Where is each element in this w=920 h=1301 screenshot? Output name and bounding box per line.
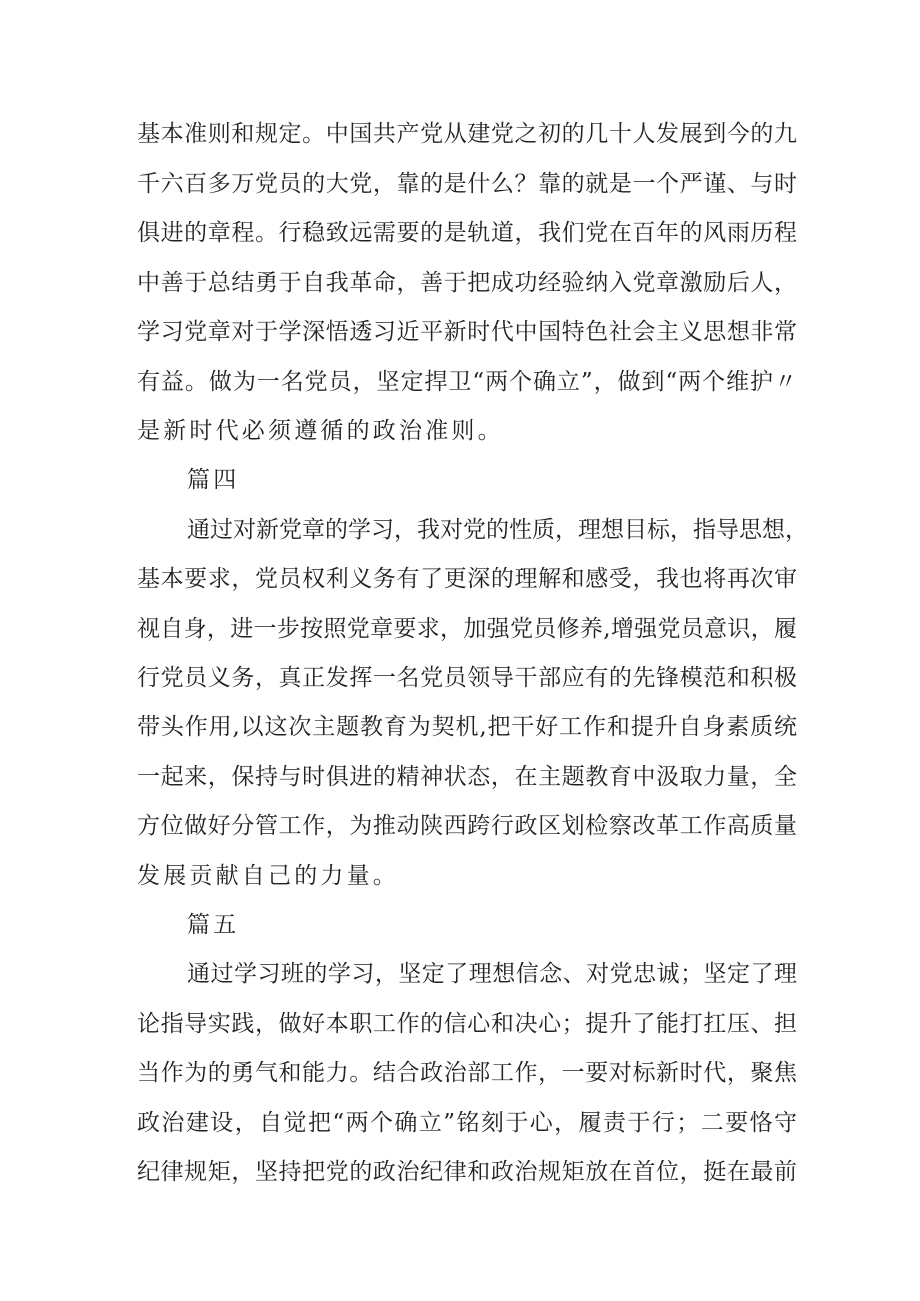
- paragraph-line: 有益。做为一名党员，坚定捍卫“两个确立”，做到“两个维护〃: [137, 369, 797, 395]
- paragraph-line: 是新时代必须遵循的政治准则。: [137, 418, 504, 444]
- paragraph-line: 视自身，进一步按照党章要求，加强党员修养,增强党员意识，履: [137, 616, 797, 642]
- paragraph-line: 通过对新党章的学习，我对党的性质，理想目标，指导思想，: [187, 517, 808, 543]
- paragraph-line: 基本要求，党员权利义务有了更深的理解和感受，我也将再次审: [137, 566, 797, 592]
- paragraph-line: 通过学习班的学习，坚定了理想信念、对党忠诚；坚定了理: [187, 961, 797, 987]
- paragraph-line: 论指导实践，做好本职工作的信心和决心；提升了能打扛压、担: [137, 1011, 797, 1037]
- paragraph-line: 当作为的勇气和能力。结合政治部工作，一要对标新时代，聚焦: [137, 1060, 797, 1086]
- paragraph-line: 政治建设，自觉把“两个确立”铭刻于心，履责于行；二要恪守: [137, 1110, 797, 1136]
- section-heading: 篇四: [187, 467, 240, 493]
- section-heading: 篇五: [187, 912, 240, 938]
- paragraph-line: 学习党章对于学深悟透习近平新时代中国特色社会主义思想非常: [137, 319, 797, 345]
- paragraph-line: 方位做好分管工作，为推动陕西跨行政区划检察改革工作高质量: [137, 813, 797, 839]
- paragraph-line: 纪律规矩，坚持把党的政治纪律和政治规矩放在首位，挺在最前: [137, 1159, 797, 1185]
- paragraph-line: 俱进的章程。行稳致远需要的是轨道，我们党在百年的风雨历程: [137, 220, 797, 246]
- paragraph-line: 发展贡献自己的力量。: [137, 863, 399, 889]
- paragraph-line: 基本准则和规定。中国共产党从建党之初的几十人发展到今的九: [137, 121, 797, 147]
- paragraph-line: 千六百多万党员的大党，靠的是什么？靠的就是一个严谨、与时: [137, 171, 797, 197]
- paragraph-line: 一起来，保持与时俱进的精神状态，在主题教育中汲取力量，全: [137, 764, 797, 790]
- paragraph-line: 中善于总结勇于自我革命，善于把成功经验纳入党章激励后人，: [137, 270, 797, 296]
- paragraph-line: 带头作用,以这次主题教育为契机,把干好工作和提升自身素质统: [137, 714, 797, 740]
- paragraph-line: 行党员义务，真正发挥一名党员领导干部应有的先锋模范和积极: [137, 665, 797, 691]
